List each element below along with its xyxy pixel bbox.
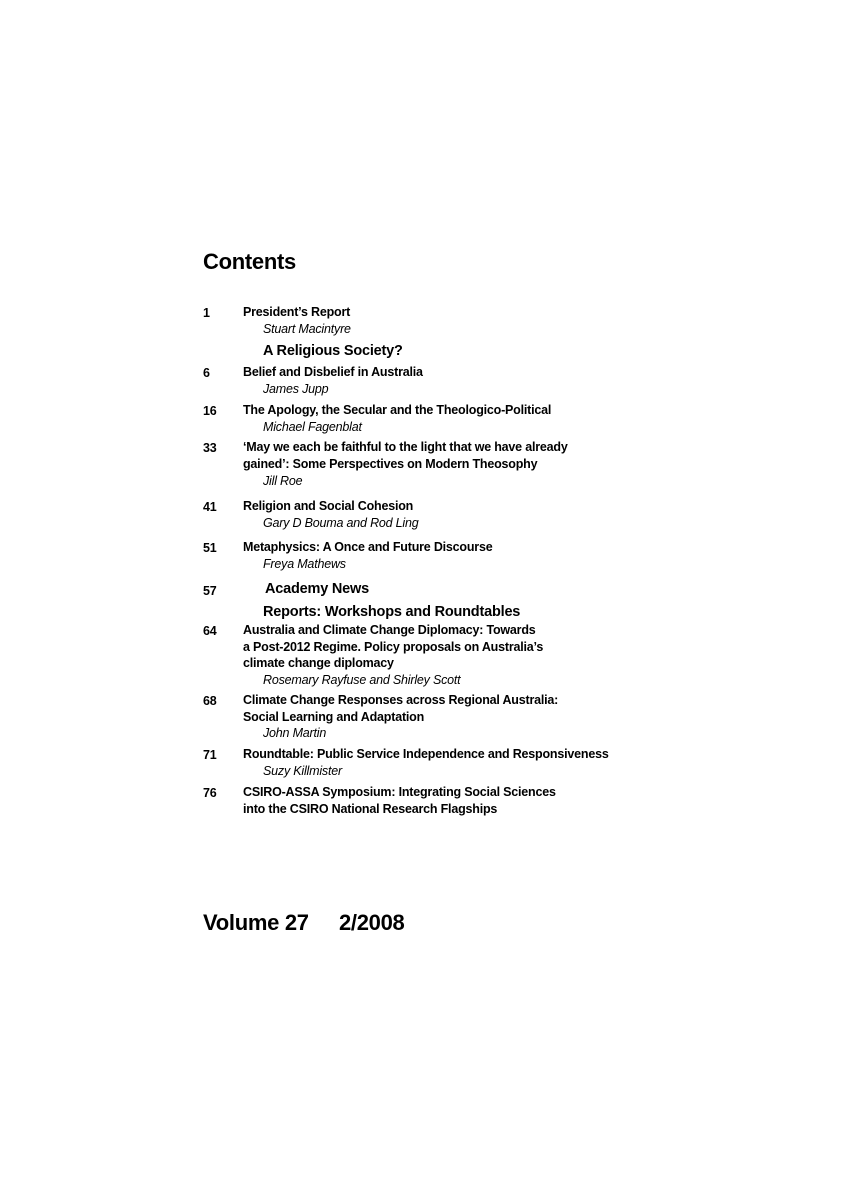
entry-title-line: a Post-2012 Regime. Policy proposals on Australia’s (243, 640, 544, 654)
entry-page-number: 16 (203, 404, 217, 418)
issue-label: 2/2008 (339, 910, 405, 935)
entry-page-number: 1 (203, 306, 210, 320)
volume-label: Volume 27 (203, 910, 309, 935)
entry-title-line: ‘May we each be faithful to the light that we have already (243, 440, 568, 454)
entry-title: Metaphysics: A Once and Future Discourse (243, 540, 493, 554)
entry-title: Religion and Social Cohesion (243, 499, 414, 513)
entry-author: Gary D Bouma and Rod Ling (263, 516, 419, 530)
entry-title: The Apology, the Secular and the Theologico-Political (243, 403, 552, 417)
entry-title-line: into the CSIRO National Research Flagships (243, 802, 498, 816)
entry-page-number: 6 (203, 366, 210, 380)
contents-heading: Contents (203, 249, 296, 274)
section-heading: A Religious Society? (263, 343, 403, 359)
entry-page-number: 71 (203, 748, 217, 762)
entry-title-line: climate change diplomacy (243, 656, 394, 670)
entry-title-line: Australia and Climate Change Diplomacy: Towards (243, 623, 536, 637)
entry-title: Roundtable: Public Service Independence and Responsiveness (243, 747, 609, 761)
entry-author: Michael Fagenblat (263, 420, 362, 434)
entry-page-number: 76 (203, 786, 217, 800)
entry-page-number: 68 (203, 694, 217, 708)
entry-title-line: Social Learning and Adaptation (243, 710, 425, 724)
section-heading: Reports: Workshops and Roundtables (263, 604, 521, 620)
entry-page-number: 57 (203, 584, 217, 598)
entry-page-number: 64 (203, 624, 217, 638)
entry-title-line: gained’: Some Perspectives on Modern Theosophy (243, 457, 538, 471)
entry-page-number: 33 (203, 441, 217, 455)
entry-title-line: CSIRO-ASSA Symposium: Integrating Social Sciences (243, 785, 556, 799)
entry-page-number: 51 (203, 541, 217, 555)
entry-author: Freya Mathews (263, 557, 346, 571)
entry-author: John Martin (263, 726, 327, 740)
entry-page-number: 41 (203, 500, 217, 514)
entry-title: President’s Report (243, 305, 351, 319)
entry-title: Belief and Disbelief in Australia (243, 365, 423, 379)
entry-author: Rosemary Rayfuse and Shirley Scott (263, 673, 461, 687)
entry-title-line: Climate Change Responses across Regional Australia: (243, 693, 559, 707)
entry-author: Stuart Macintyre (263, 322, 351, 336)
section-heading: Academy News (265, 581, 369, 597)
entry-author: Suzy Killmister (263, 764, 342, 778)
entry-author: James Jupp (263, 382, 329, 396)
entry-author: Jill Roe (263, 474, 303, 488)
